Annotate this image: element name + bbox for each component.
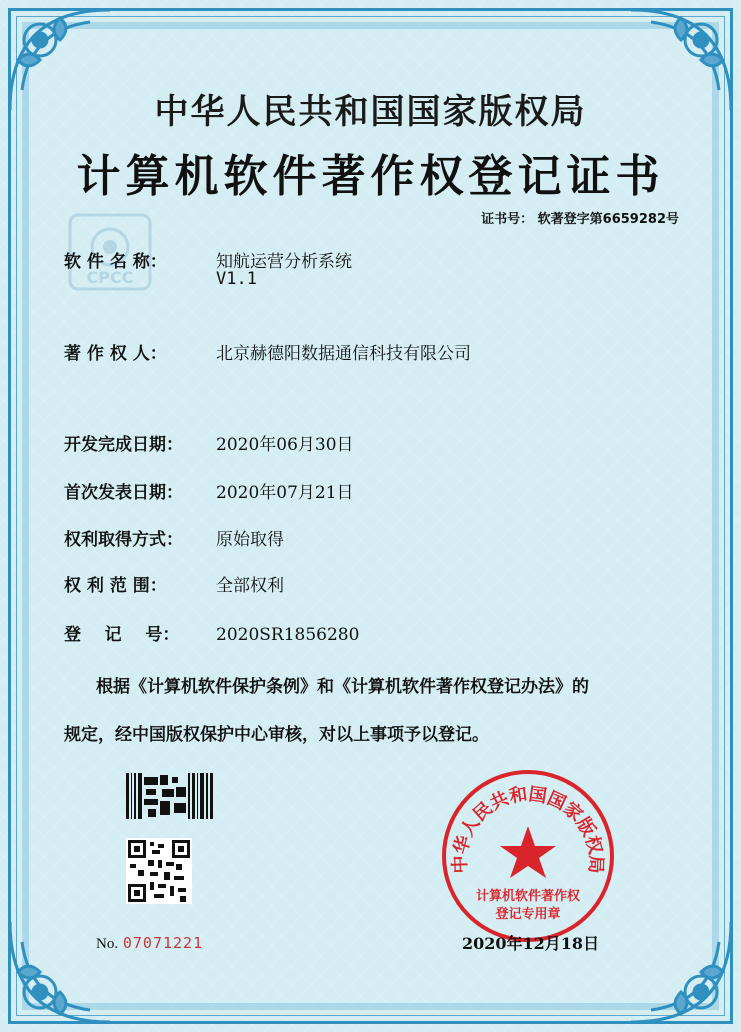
certificate-number-label: 证书号：: [481, 212, 534, 227]
svg-text:CPCC: CPCC: [86, 268, 134, 287]
registration-no-value: 2020SR1856280: [216, 625, 360, 645]
certificate-number: [481, 208, 679, 227]
field-label: 权利取得方式：: [64, 530, 183, 550]
svg-text:中华人民共和国国家版权局: 中华人民共和国国家版权局: [449, 783, 607, 874]
serial-label: No.: [96, 936, 119, 952]
completion-date-value: 2020年06月30日: [216, 435, 354, 455]
field-label: 软 件 名 称：: [64, 252, 167, 272]
certificate-title: 计算机软件著作权登记证书: [76, 151, 665, 202]
field-acquisition-method: [64, 525, 284, 550]
svg-text:计算机软件著作权: 计算机软件著作权: [475, 889, 581, 904]
serial-value: 07071221: [122, 934, 204, 952]
corner-ornament-icon: [0, 912, 120, 1032]
statement-line-1: 根据《计算机软件保护条例》和《计算机软件著作权登记办法》的: [96, 677, 589, 697]
field-rights-scope: [64, 571, 284, 596]
owner-value: 北京赫德阳数据通信科技有限公司: [216, 344, 471, 364]
svg-text:登记专用章: 登记专用章: [495, 907, 561, 922]
field-completion-date: [64, 430, 354, 455]
field-registration-no: [64, 620, 359, 645]
field-owner: [64, 339, 471, 364]
software-name-value: 知航运营分析系统: [216, 252, 352, 272]
barcode-icon: [126, 773, 214, 819]
field-label: 首次发表日期：: [64, 483, 183, 503]
official-seal-stamp: [438, 766, 618, 946]
first-publish-date-value: 2020年07月21日: [216, 483, 354, 503]
serial-number: [96, 934, 203, 953]
issuer-title: 中华人民共和国国家版权局: [154, 92, 587, 132]
field-first-publish-date: [64, 478, 354, 503]
field-label: 登 记 号：: [64, 625, 180, 645]
certificate-number-value: 软著登字第6659282号: [537, 212, 679, 227]
field-label: 著 作 权 人：: [64, 344, 167, 364]
statement-line-2: 规定，经中国版权保护中心审核，对以上事项予以登记。: [64, 725, 489, 745]
corner-ornament-icon: [621, 912, 741, 1032]
issue-date: 2020年12月18日: [462, 934, 600, 953]
rights-scope-value: 全部权利: [216, 576, 284, 596]
software-version-value: V1.1: [216, 269, 257, 289]
field-label: 开发完成日期：: [64, 435, 183, 455]
acquisition-method-value: 原始取得: [216, 530, 284, 550]
field-label: 权 利 范 围：: [64, 576, 167, 596]
qr-code-icon: [126, 838, 192, 904]
